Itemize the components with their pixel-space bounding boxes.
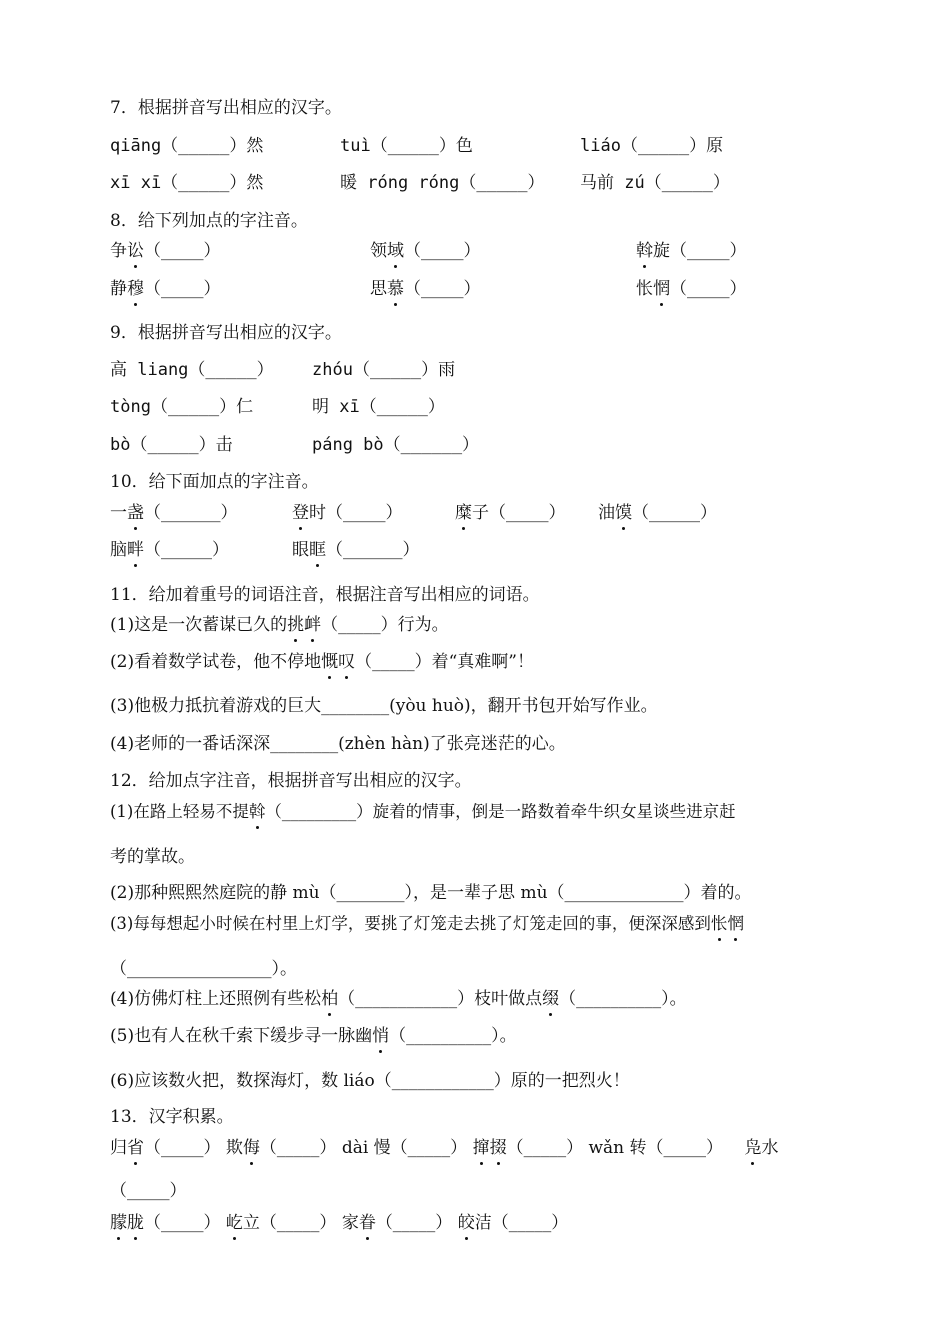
q7-item-1: qiāng（_____）然 <box>110 136 264 156</box>
q13-row-1 <box>110 1137 778 1159</box>
q9-item-6: páng bò（______） <box>312 435 480 455</box>
q9-item-1: 高 liang（_____） <box>110 360 274 380</box>
q8-item-3: 斡旋（_____） <box>636 241 747 261</box>
q11-sentence-4: (4)老师的一番话深深________(zhèn hàn)了张亮迷茫的心。 <box>110 734 566 754</box>
q11-sentence-2: (2)看着数学试卷，他不停地慨叹（_____）着“真难啊”！ <box>110 652 534 672</box>
q11-sentence-1: (1)这是一次蓄谋已久的挑衅（_____）行为。 <box>110 615 449 635</box>
q7-item-3: liáo（_____）原 <box>580 136 724 156</box>
q9-item-3: tòng（_____）仁 <box>110 397 254 417</box>
q10-item-2: 登时（_____） <box>292 503 403 523</box>
q10-title: 10．给下面加点的字注音。 <box>110 472 319 492</box>
q12-sentence-3b: （_________________）。 <box>110 959 297 979</box>
q8-title: 8．给下列加点的字注音。 <box>110 211 308 231</box>
q10-item-6: 眼眶（_______） <box>292 540 420 560</box>
q10-item-5: 脑畔（______） <box>110 540 229 560</box>
q10-item-4: 油馍（______） <box>598 503 717 523</box>
q8-item-4: 静穆（_____） <box>110 279 221 299</box>
q13-title: 13．汉字积累。 <box>110 1107 234 1127</box>
q9-title: 9．根据拼音写出相应的汉字。 <box>110 323 342 343</box>
q10-item-3: 糜子（_____） <box>455 503 566 523</box>
q13-row-2 <box>110 1212 568 1234</box>
q8-item-6: 怅惘（_____） <box>636 279 747 299</box>
q12-sentence-1b: 考的掌故。 <box>110 847 195 867</box>
q13-item-4: 撺掇（_____） <box>472 1138 584 1158</box>
q7-title: 7．根据拼音写出相应的汉字。 <box>110 98 342 118</box>
q9-item-4: 明 xī（_____） <box>312 397 445 417</box>
q12-sentence-4: (4)仿佛灯柱上还照例有些松柏（____________）枝叶做点缀（__________）。 <box>110 989 687 1009</box>
q13-item-6: 凫水 <box>744 1138 779 1158</box>
q13-item-2: 欺侮（_____） <box>225 1138 337 1158</box>
q8-item-2: 领域（_____） <box>370 241 481 261</box>
q7-item-6: 马前 zú（_____） <box>580 173 730 193</box>
q7-item-5: 暖 róng róng（_____） <box>340 173 545 193</box>
q13-item-1: 归省（_____） <box>110 1138 221 1158</box>
q13-item-9: 家眷（_____） <box>341 1213 453 1233</box>
q13-item-3: dài 慢（_____） <box>341 1138 468 1158</box>
q13-item-10: 皎洁（_____） <box>457 1213 569 1233</box>
q7-item-2: tuì（_____）色 <box>340 136 473 156</box>
q13-item-8: 屹立（_____） <box>225 1213 337 1233</box>
q11-sentence-3: (3)他极力抵抗着游戏的巨大________(yòu huò)，翻开书包开始写作业。 <box>110 696 658 716</box>
q12-sentence-2: (2)那种熙熙然庭院的静 mù（________），是一辈子思 mù（______________）着的。 <box>110 883 752 903</box>
q13-item-7: 朦胧（_____） <box>110 1213 221 1233</box>
q10-item-1: 一盏（_______） <box>110 503 238 523</box>
q12-sentence-3a: (3)每每想起小时候在村里上灯学，要挑了灯笼走去挑了灯笼走回的事，便深深感到怅惘 <box>110 914 744 933</box>
q9-item-2: zhóu（_____）雨 <box>312 360 456 380</box>
q12-title: 12．给加点字注音，根据拼音写出相应的汉字。 <box>110 771 472 791</box>
q13-row-1b: （_____） <box>110 1181 187 1201</box>
q11-title: 11．给加着重号的词语注音，根据注音写出相应的词语。 <box>110 585 540 605</box>
q13-item-5: wǎn 转（_____） <box>588 1138 724 1158</box>
q8-item-1: 争讼（_____） <box>110 241 221 261</box>
q9-item-5: bò（_____）击 <box>110 435 233 455</box>
q12-sentence-1a: (1)在路上轻易不提斡（_________）旋着的情事，倒是一路数着牵牛织女星谈些进京赶 <box>110 802 736 821</box>
q12-sentence-5: (5)也有人在秋千索下缓步寻一脉幽悄（__________）。 <box>110 1026 517 1046</box>
q12-sentence-6: (6)应该数火把，数探海灯，数 liáo（____________）原的一把烈火！ <box>110 1071 630 1091</box>
q7-item-4: xī xī（_____）然 <box>110 173 264 193</box>
q8-item-5: 思慕（_____） <box>370 279 481 299</box>
